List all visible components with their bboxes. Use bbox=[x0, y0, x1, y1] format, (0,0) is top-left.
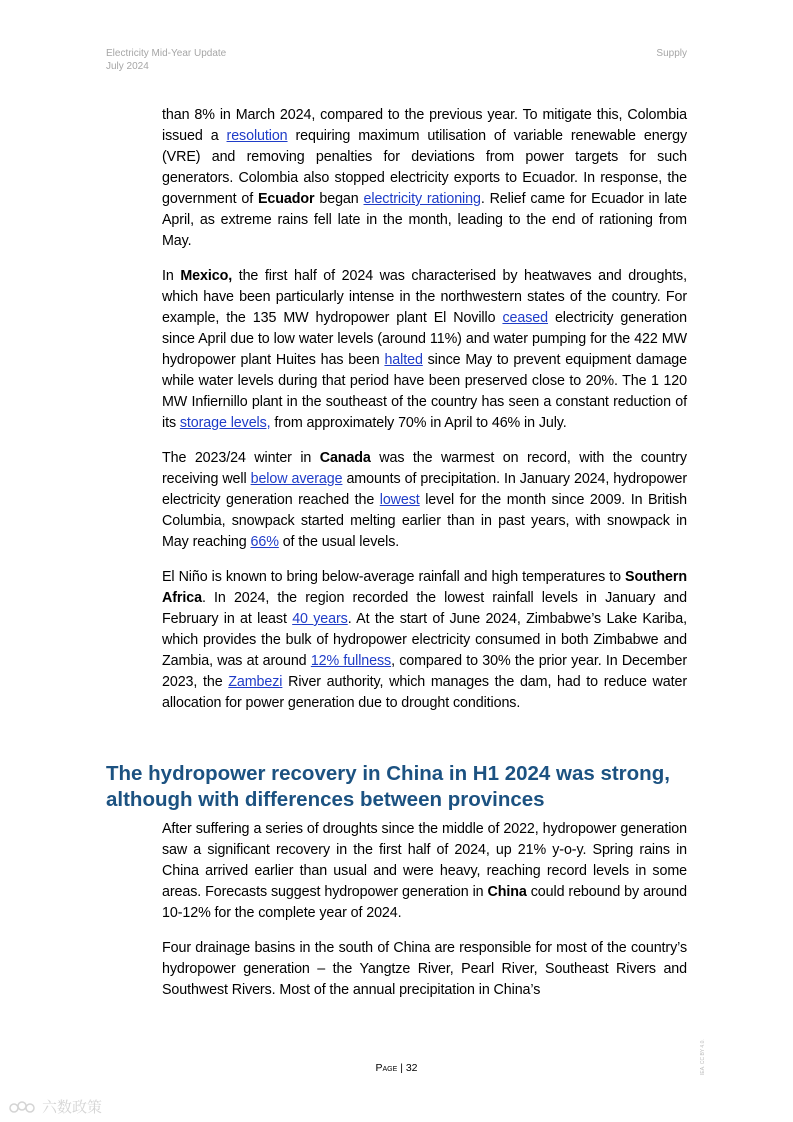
text-run: River authority, which manages the dam, had to reduce water allocation for power generation due to drought conditions. bbox=[162, 674, 687, 711]
text-run: In bbox=[162, 268, 181, 284]
inline-link[interactable]: electricity rationing bbox=[363, 191, 481, 207]
body-text bbox=[162, 105, 687, 728]
text-run: of the usual levels. bbox=[278, 534, 400, 550]
report-title: Electricity Mid-Year Update bbox=[106, 48, 227, 59]
inline-link[interactable]: 12% fullness bbox=[310, 653, 392, 669]
section-heading: The hydropower recovery in China in H1 2024 was strong, although with differences between provinces bbox=[106, 762, 670, 811]
bold-term: Southern Africa bbox=[162, 569, 687, 606]
text-run: from approximately 70% in April to 46% in July. bbox=[270, 415, 567, 431]
page-footer bbox=[0, 1062, 793, 1074]
inline-link[interactable]: below average bbox=[250, 471, 343, 487]
inline-link[interactable]: resolution bbox=[226, 128, 288, 144]
page-separator: | bbox=[400, 1062, 403, 1074]
watermark-text: 六数政策 bbox=[42, 1099, 103, 1116]
page-label: Page bbox=[375, 1062, 398, 1074]
text-run: amounts of precipitation. In January 2024, hydropower electricity generation reached the bbox=[162, 471, 687, 508]
text-run: than 8% in March 2024, compared to the previous year. To mitigate this, Colombia issued a bbox=[162, 107, 687, 144]
text-run: After suffering a series of droughts since the middle of 2022, hydropower generation saw a significant recovery in the first half of 2024, up 21% y-o-y. Spring rains in China arrived earlier than usual and were heavy, reaching record levels in some areas. Forecasts suggest hydropower generation in bbox=[162, 821, 687, 900]
text-run: The 2023/24 winter in bbox=[162, 450, 320, 466]
text-run: was the warmest on record, with the country receiving well bbox=[162, 450, 687, 487]
text-run: requiring maximum utilisation of variable renewable energy (VRE) and removing penalties for deviations from power targets for such generators. Colombia also stopped electricity exports to Ecuador. In response, the government of bbox=[162, 128, 687, 207]
paragraph bbox=[162, 567, 687, 714]
bold-term: China bbox=[487, 884, 527, 900]
section-label: Supply bbox=[656, 48, 687, 59]
text-run: could rebound by around 10-12% for the complete year of 2024. bbox=[162, 884, 687, 921]
text-run: began bbox=[314, 191, 364, 207]
inline-link[interactable]: 66% bbox=[250, 534, 279, 550]
paragraph bbox=[162, 105, 687, 252]
text-run: electricity generation since April due to low water levels (around 11%) and water pumping for the 422 MW hydropower plant Huites has been bbox=[162, 310, 687, 368]
paragraph bbox=[162, 448, 687, 553]
license-note: IEA. CC BY 4.0. bbox=[700, 1039, 706, 1075]
text-run: . In 2024, the region recorded the lowest rainfall levels in January and February in at least bbox=[162, 590, 687, 627]
bold-term: Ecuador bbox=[257, 191, 315, 207]
text-run: the first half of 2024 was characterised by heatwaves and droughts, which have been particularly intense in the northwestern states of the country. For example, the 135 MW hydropower plant El Novillo bbox=[162, 268, 687, 326]
paragraph bbox=[162, 938, 687, 1001]
paragraph bbox=[162, 266, 687, 434]
inline-link[interactable]: ceased bbox=[502, 310, 548, 326]
paragraph bbox=[162, 819, 687, 924]
text-run: level for the month since 2009. In British Columbia, snowpack started melting earlier than in past years, with snowpack in May reaching bbox=[162, 492, 687, 550]
inline-link[interactable]: Zambezi bbox=[228, 674, 283, 690]
running-header bbox=[106, 47, 226, 73]
inline-link[interactable]: 40 years bbox=[292, 611, 348, 627]
text-run: , compared to 30% the prior year. In December 2023, the bbox=[162, 653, 687, 690]
inline-link[interactable]: halted bbox=[384, 352, 423, 368]
bold-term: Canada bbox=[319, 450, 371, 466]
text-run: Four drainage basins in the south of China are responsible for most of the country’s hydropower generation – the Yangtze River, Pearl River, Southeast Rivers and Southwest Rivers. Most of the annual precipitation in China’s bbox=[162, 940, 687, 998]
text-run: since May to prevent equipment damage while water levels during that period have been preserved close to 20%. The 1 120 MW Infiernillo plant in the southeast of the country has seen a constant reduction of its bbox=[162, 352, 687, 431]
bold-term: Mexico, bbox=[180, 268, 233, 284]
text-run: El Niño is known to bring below-average rainfall and high temperatures to bbox=[162, 569, 626, 585]
body-text-section bbox=[162, 819, 687, 1015]
watermark bbox=[8, 1096, 102, 1117]
page-number: 32 bbox=[405, 1062, 418, 1074]
text-run: . At the start of June 2024, Zimbabwe’s Lake Kariba, which provides the bulk of hydropower electricity consumed in both Zimbabwe and Zambia, was at around bbox=[162, 611, 687, 669]
report-date: July 2024 bbox=[106, 61, 149, 72]
inline-link[interactable]: storage levels, bbox=[179, 415, 271, 431]
inline-link[interactable]: lowest bbox=[379, 492, 420, 508]
text-run: . Relief came for Ecuador in late April, as extreme rains fell late in the month, leading to the end of rationing from May. bbox=[162, 191, 687, 249]
watermark-logo-icon bbox=[8, 1100, 38, 1114]
